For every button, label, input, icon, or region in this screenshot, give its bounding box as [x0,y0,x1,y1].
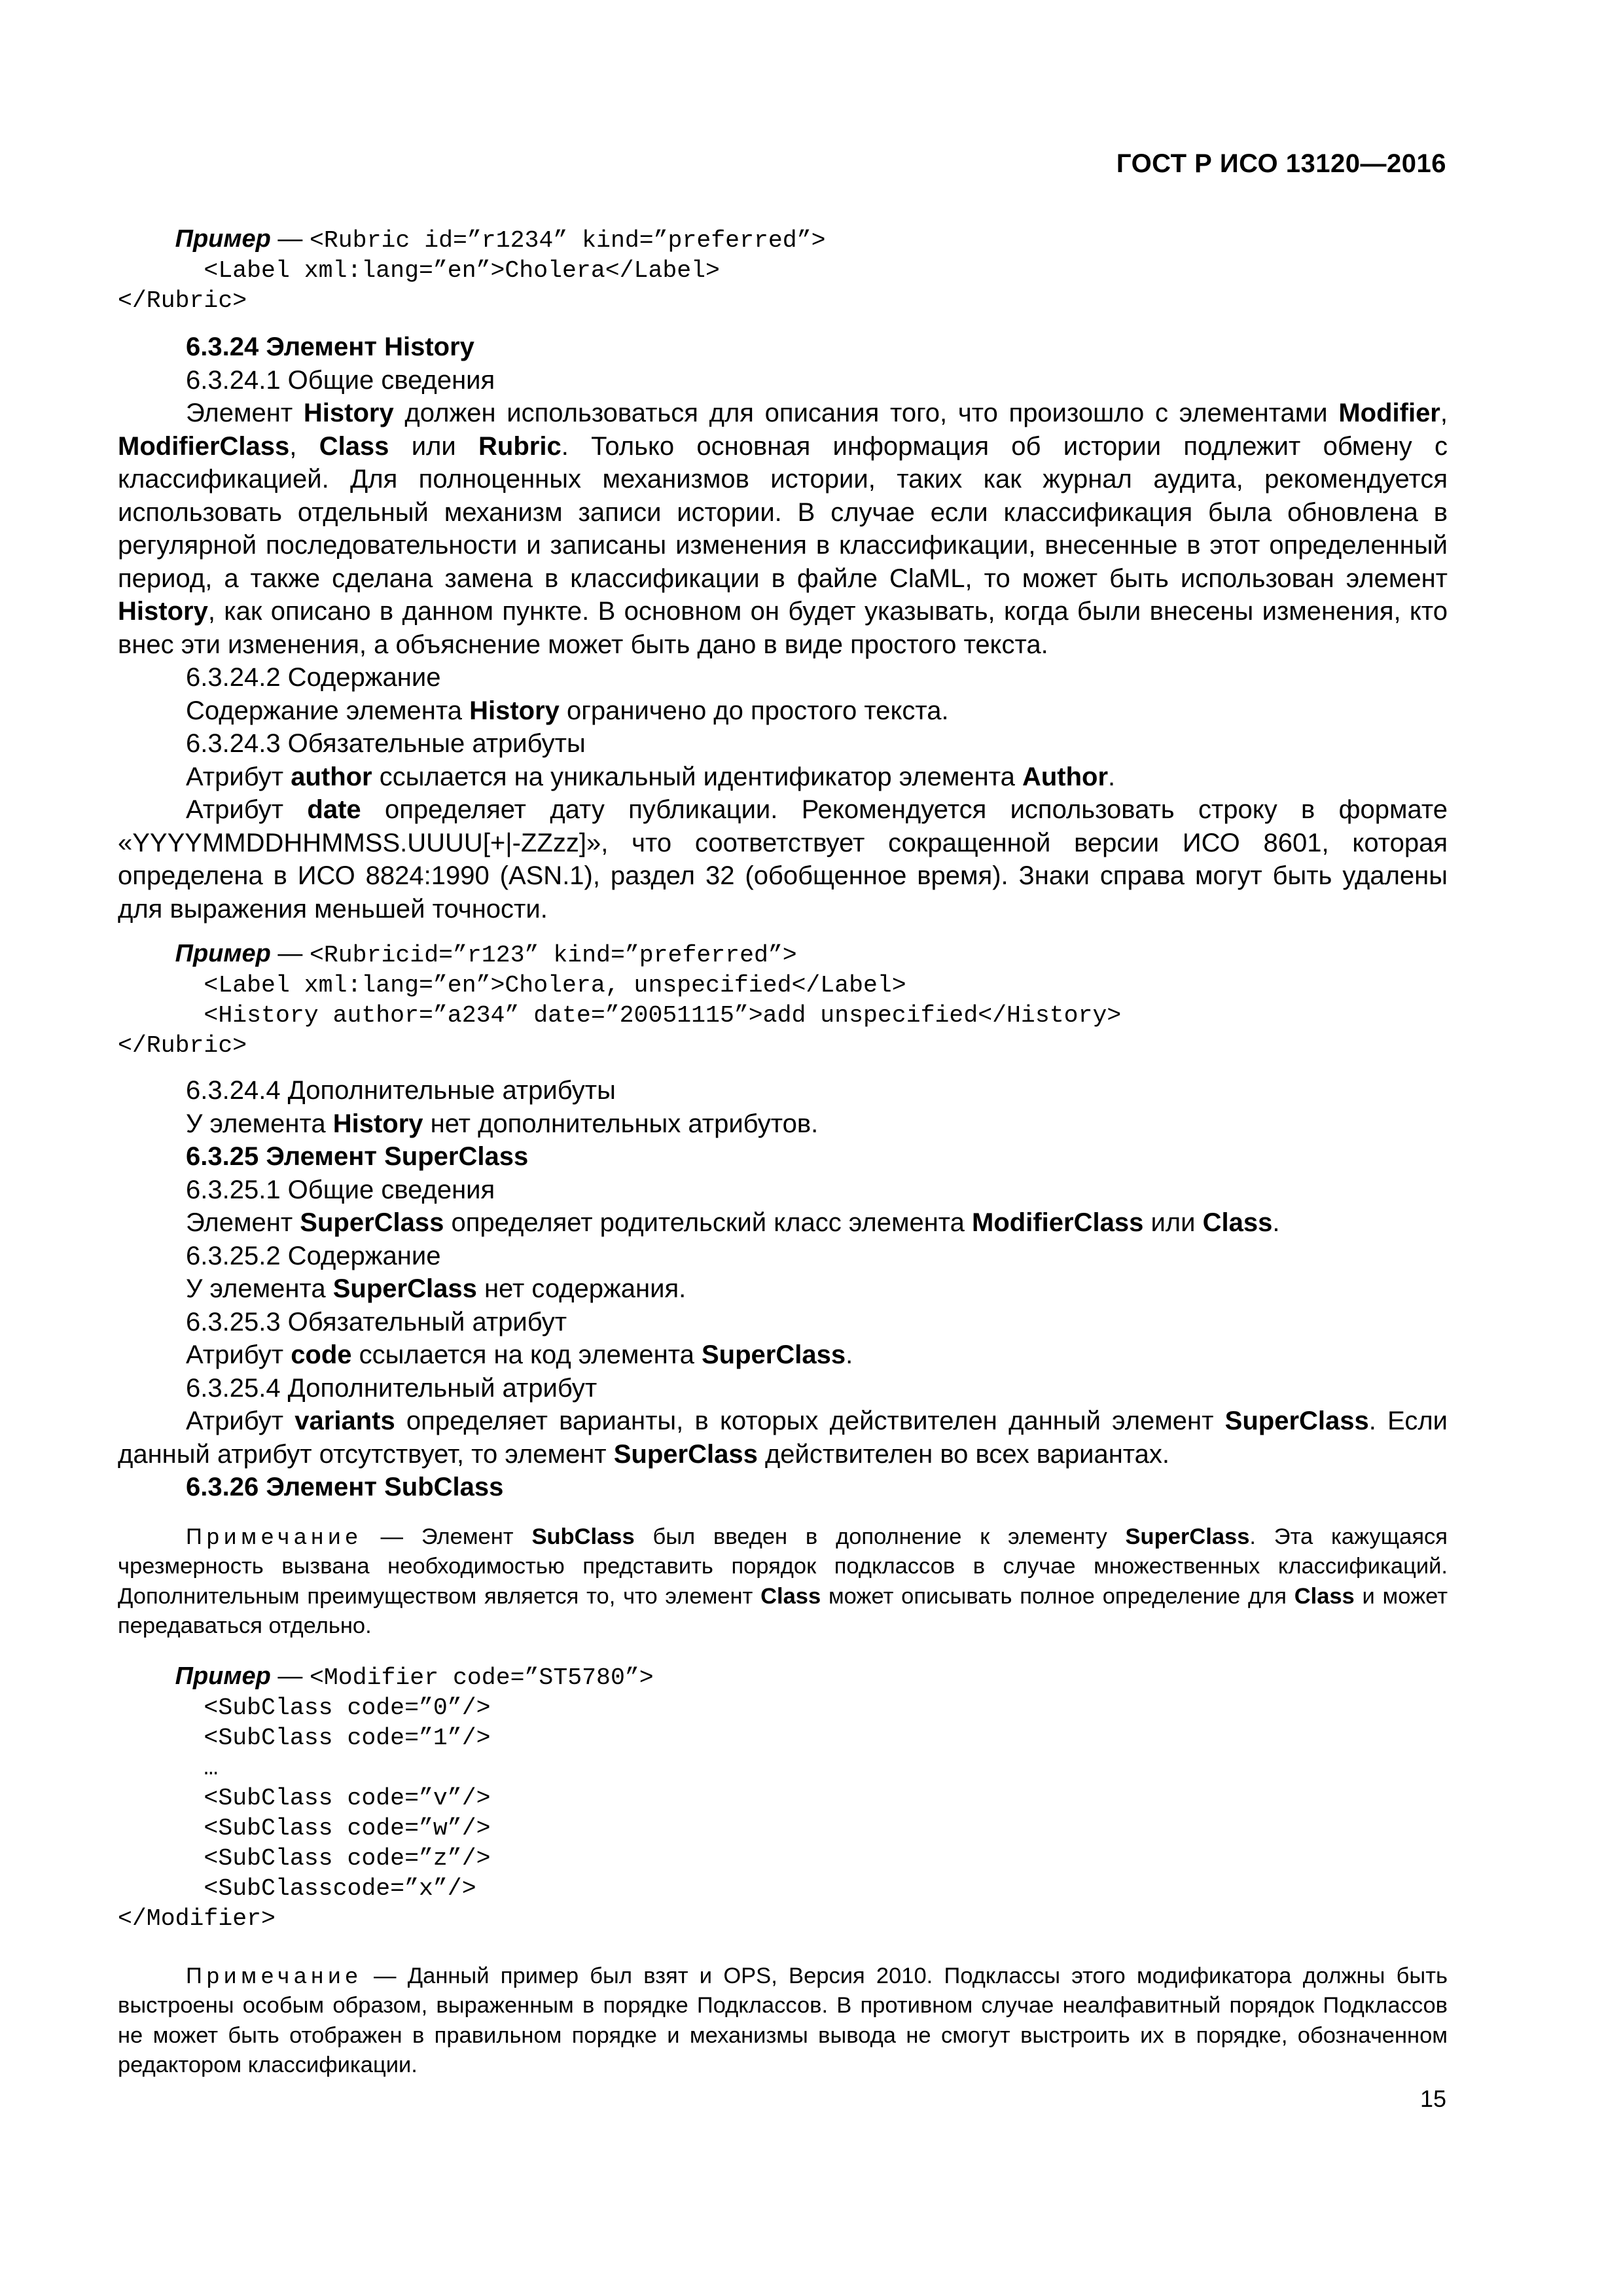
example-modifier-subclasses [118,1661,1448,1934]
example-rubric-history [118,939,1448,1061]
paragraph-code-attribute: Атрибут code ссылается на код элемента SuperClass. [186,1340,853,1369]
page-content [118,224,1448,2081]
note-label: Примечание [186,1963,363,1988]
paragraph-author-attribute: Атрибут author ссылается на уникальный идентификатор элемента Author. [186,762,1116,791]
example-label: Пример [175,940,271,967]
code-line: <SubClass code=”w”/> [175,1814,491,1842]
code-line: </Rubric> [118,1032,247,1059]
page-number: 15 [1419,2085,1446,2112]
subsection-heading-6-3-24-4: 6.3.24.4 Дополнительные атрибуты [186,1076,616,1105]
code-line: <SubClass code=”v”/> [175,1784,491,1812]
note-ops-example: Примечание — Данный пример был взят и OPS, Версия 2010. Подклассы этого модификатора должны быть выстроены особым образом, выраженным в порядке Подклассов. В противном случае неалфавитный порядок Подклассов не может быть отображен в правильном порядке и механизмы вывода не смогут выстроить их в порядке, обозначенном редактором классификации. [118,1963,1448,2077]
subsection-heading-6-3-25-1: 6.3.25.1 Общие сведения [186,1175,495,1204]
paragraph-date-attribute: Атрибут date определяет дату публикации. Рекомендуется использовать строку в формате «YYYYMMDDHHMMSS.UUUU[+|-ZZzz]», что соответствует сокращенной версии ИСО 8601, которая определена в ИСО 8824:1990 (ASN.1), раздел 32 (обобщенное время). Знаки справа могут быть удалены для выражения меньшей точности. [118,795,1448,924]
subsection-heading-6-3-25-2: 6.3.25.2 Содержание [186,1241,441,1270]
example-dash: — [270,1662,310,1690]
paragraph-superclass-content: У элемента SuperClass нет содержания. [186,1274,687,1303]
subsection-heading-6-3-24-1: 6.3.24.1 Общие сведения [186,365,495,395]
code-line: … [175,1754,219,1782]
code-line: <SubClass code=”0”/> [175,1694,491,1721]
code-line: <SubClass code=”1”/> [175,1724,491,1751]
code-line: <Rubric id=”r1234” kind=”preferred”> [309,227,826,254]
example-label: Пример [175,1662,271,1690]
code-line: <Modifier code=”ST5780”> [309,1664,654,1691]
subsection-heading-6-3-25-4: 6.3.25.4 Дополнительный атрибут [186,1373,597,1403]
example-label: Пример [175,225,271,253]
subsection-heading-6-3-25-3: 6.3.25.3 Обязательный атрибут [186,1307,567,1336]
paragraph-superclass-general: Элемент SuperClass определяет родительский класс элемента ModifierClass или Class. [186,1208,1280,1237]
example-rubric-cholera [118,224,1448,316]
paragraph-variants-attribute: Атрибут variants определяет варианты, в которых действителен данный элемент SuperClass. Если данный атрибут отсутствует, то элемент SuperClass действителен во всех вариантах. [118,1407,1448,1469]
code-line: <SubClasscode=”x”/> [175,1874,476,1902]
example-dash: — [270,225,310,253]
code-line: <Label xml:lang=”en”>Cholera, unspecified</Label> [175,972,906,999]
subsection-heading-6-3-24-3: 6.3.24.3 Обязательные атрибуты [186,729,586,758]
section-heading-6-3-25: 6.3.25 Элемент SuperClass [186,1142,529,1171]
section-heading-6-3-26: 6.3.26 Элемент SubClass [186,1473,504,1501]
note-subclass: Примечание — Элемент SubClass был введен в дополнение к элементу SuperClass. Эта кажущаяся чрезмерность вызвана необходимостью представить порядок подклассов в случае множественных классификаций. Дополнительным преимуществом является то, что элемент Class может описывать полное определение для Class и может передаваться отдельно. [118,1524,1448,1638]
code-line: <Rubricid=”r123” kind=”preferred”> [309,942,797,969]
code-line: </Rubric> [118,287,247,314]
paragraph-history-general: Элемент History должен использоваться для описания того, что произошло с элементами Modifier, ModifierClass, Class или Rubric. Только основная информация об истории подлежит обмену с классификацией. Для полноценных механизмов истории, таких как журнал аудита, рекомендуется использовать отдельный механизм записи истории. В случае если классификация была обновлена в регулярной последовательности и записаны изменения в классификации, внесенные в этот определенный период, а также сделана замена в классификации в файле ClaML, то может быть использован элемент History, как описано в данном пункте. В основном он будет указывать, когда были внесены изменения, кто внес эти изменения, а объяснение может быть дано в виде простого текста. [118,399,1448,659]
page-header-standard-title: ГОСТ Р ИСО 13120—2016 [1116,149,1446,178]
subsection-heading-6-3-24-2: 6.3.24.2 Содержание [186,663,441,692]
code-line: <SubClass code=”z”/> [175,1844,491,1872]
code-line: <History author=”a234” date=”20051115”>add unspecified</History> [175,1002,1122,1029]
section-heading-6-3-24: 6.3.24 Элемент History [186,332,474,361]
paragraph-history-no-extra-attributes: У элемента History нет дополнительных атрибутов. [186,1109,819,1138]
note-label: Примечание [186,1524,363,1549]
code-line: <Label xml:lang=”en”>Cholera</Label> [175,257,720,284]
example-dash: — [270,940,310,967]
code-line: </Modifier> [118,1905,276,1932]
paragraph-history-content: Содержание элемента History ограничено до простого текста. [186,696,949,725]
